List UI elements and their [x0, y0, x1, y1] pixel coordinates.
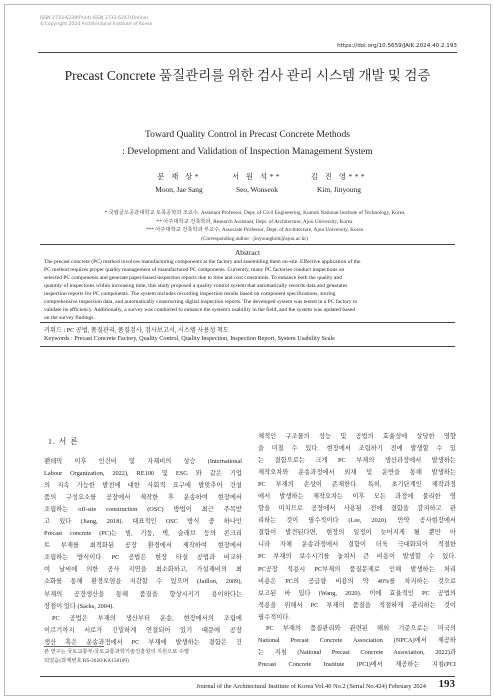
english-keywords: Keywords : Precast Concrete Factory, Quality Control, Quality Inspection, Inspection Report, System Usability Scale [44, 335, 335, 342]
page-number: 193 [438, 678, 455, 690]
author-korean-name: 문 재 상* [157, 172, 201, 181]
abstract-line: The precast concrete (PC) method involves manufacturing components at the factory and assembling them on-site. Effective application of the [44, 259, 361, 265]
body-line: PC 부재의 손상이 존재한다. 특히, 초기단계인 제작과정 [258, 481, 456, 489]
body-line: 리하는 것이 필수적이다 (Lee, 2020). 만약 공사현장에서 [258, 517, 456, 525]
body-line: 제작오차와 운송과정에서 외재 및 운반을 통해 발생하는 [258, 469, 456, 477]
section-heading-introduction: 1. 서 론 [48, 437, 79, 446]
body-line: National Precast Concrete Association (NPCA)에서 제공하 [258, 637, 456, 645]
body-line: 고 있다 (Jiang, 2018). 대표적인 OSC 방식 중 하나인 [44, 518, 242, 526]
body-line: PC 부재의 품질관리와 관련된 해외 기준으로는 미국의 [266, 625, 456, 632]
korean-title: Precast Concrete 품질관리를 위한 검사 관리 시스템 개발 및 검증 [64, 68, 431, 83]
body-line: 여 날씨에 의한 공사 지연을 최소화하고, 가설재비의 최 [44, 566, 242, 574]
body-line: 을 미칠 수 있다. 현장에서 조립하기 전에 발생할 수 있 [258, 445, 456, 453]
body-line: 조립하는 off-site construction (OSC) 방법이 최근 주목받 [44, 506, 242, 514]
affiliation-line: *** 아주대학교 건축학과 부교수, Associate Professor, Dept. of Architecture, Ajou University, Korea [145, 227, 364, 234]
author-english-name: Moon, Jae Sang [155, 185, 203, 194]
abstract-top-rule [40, 244, 455, 245]
body-line: PC 부재의 보수시기를 놓쳐서 큰 비용이 발생할 수 있다. [258, 553, 456, 561]
author-list [0, 170, 495, 198]
body-line: 이르기까지 서로가 긴밀하게 연결되어 있기 때문에 공장 [44, 626, 242, 634]
body-line: 트 부재를 최적화된 공장 환경에서 제작하여 현장에서 [44, 542, 242, 550]
body-line: Labour Organization, 2022), RE100 및 ESG 와 같은 기업 [44, 470, 242, 478]
keywords-bottom-rule [40, 346, 455, 347]
abstract-heading: Abstract [234, 248, 261, 257]
body-line: 비용은 PC의 공급량 비용의 약 40%를 차지하는 것으로 [258, 577, 456, 585]
body-line: 는 지침 (National Precast Concrete Association, 2022)과 [258, 649, 456, 657]
body-line: 생산 혹은 운송과정에서 PC 부재에 발생하는 결함은 건 [44, 638, 242, 646]
body-line: 적용을 위해서 PC 부재의 품질을 적절하게 관리하는 것이 [258, 601, 456, 609]
abstract-body [44, 259, 451, 323]
body-line: 장점이 있다 (Sacks, 2004). [44, 602, 114, 610]
body-line: 품의 구성요소를 공장에서 제작한 후 운송하여 현장에서 [44, 494, 242, 502]
abstract-line: quantity of inspections within increasing time, this study proposed a quality control system that automatically records data and generates [44, 282, 348, 289]
body-line: 의 지속 가능한 발전에 대한 사회적 요구에 발맞추어 건설 [44, 482, 242, 490]
body-right-column [258, 431, 456, 624]
body-line: 에서 발생하는 제작오차는 이후 모든 과정에 불리한 영 [258, 493, 456, 501]
body-left-column [44, 456, 242, 649]
affiliation-line: ** 아주대학교 건축학과, Research Assistant, Dept. of Architecture, Ajou University, Korea [156, 218, 353, 225]
body-right-column-paragraph-2 [258, 623, 456, 671]
funding-footnote [44, 648, 244, 665]
author-english-name: Kim, Jinyoung [317, 185, 361, 194]
body-line: 체적인 구조물의 성능 및 공법의 효율성에 상당한 영향 [258, 433, 456, 440]
corresponding-author: (Corresponding author : jinyoungkim@ajou.ac.kr) [201, 235, 308, 242]
body-line: 소화를 통해 환경오염을 저감할 수 있으며 (Jaillon, 2009), [44, 578, 242, 586]
body-line: 조립하는 방식이다. PC 공법은 현장 타설 공법과 비교하 [44, 554, 242, 562]
english-title-line-1: Toward Quality Control in Precast Concrete Methods [144, 129, 351, 140]
issn-copyright [40, 16, 152, 28]
body-line: 보고된 바 있다 (Wang, 2020). 이에 효율적인 PC 공법의 [258, 589, 456, 597]
affiliations [44, 209, 465, 243]
body-line: 향을 미치므로 공장에서 사용된 전에 결함을 감지하고 관 [258, 505, 456, 513]
body-line: 는 결함으로는 크게 PC 부재의 생산과정에서 발생하는 [258, 457, 456, 465]
footnote-line: 되었음(과제번호 RS-2020-KA158109) [44, 657, 129, 664]
body-line: 니라 자체 운송과정에서 결함이 더욱 극대화되어 적절한 [258, 541, 456, 549]
journal-citation: Journal of the Architectural Institute of Korea Vol.40 No.2 (Serial No.424) February 2024 [196, 683, 426, 690]
abstract-line: inspection reports for PC components. The system includes recording inspection results based on component specifications, storing [44, 290, 336, 297]
footnote-line: 본 연구는 국토교통부/국토교통과학기술진흥원의 지원으로 수행 [44, 649, 189, 655]
abstract-line: on the survey findings. [44, 314, 95, 321]
body-line: 부재의 공장생산을 통해 품질을 향상시키기 용이하다는 [44, 590, 242, 598]
abstract-line: comprehensive inspection data, and automatically constructing digital inspection reports. The developed system was tested in a PC factory to [44, 298, 358, 305]
body-line: 팬데믹 이후 인건비 및 자재비의 상승 (International [44, 458, 242, 465]
body-line: 결함이 발견된다면, 현장의 일정이 늦어지게 될 뿐만 아 [258, 529, 456, 537]
footnote-rule [44, 646, 104, 647]
body-line: 필수적이다. [258, 613, 290, 621]
issn-line: ISSN 2733-6239(Print) ISSN 2733-6247(Online) [40, 16, 149, 21]
abstract-line: PC method requires proper quality management of manufactured PC components. Currently, many PC factories conduct inspections on [44, 266, 345, 273]
copyright-line: ©Copyright 2024 Architectural Institute of Korea [40, 22, 153, 27]
english-title [0, 127, 495, 160]
author-english-name: Seo, Wonseok [236, 185, 278, 194]
body-line: PC 공법은 부재의 생산부터 운송, 현장에서의 조립에 [52, 614, 242, 622]
author-korean-name: 김 진 영*** [310, 172, 368, 181]
doi-link[interactable]: https://doi.org/10.5659/JAIK.2024.40.2.193 [337, 43, 457, 49]
author-korean-name: 서 원 석** [231, 172, 282, 181]
doi-header [38, 43, 457, 53]
english-title-line-2: : Development and Validation of Inspection Management System [122, 145, 373, 157]
footer-rule [40, 676, 455, 677]
keywords-top-rule [40, 322, 455, 323]
korean-keywords: 키워드 : PC 공법, 품질관리, 품질검사, 검사보고서, 시스템 사용성 척도 [44, 327, 229, 334]
body-line: Precast Concrete Institute (PCI)에서 제공하는 지침(PCI [258, 661, 456, 669]
author-3 [279, 170, 399, 196]
body-line: PC공장 적용시 PC부재의 품질문제로 인해 발생하는 처리 [258, 565, 456, 573]
body-line: Precast concrete (PC)는 빔, 기둥, 벽, 슬래브 등의 콘크리 [44, 530, 242, 538]
abstract-line: validate its efficiency. Additionally, a survey was conducted to enhance the system's usability in the field, and the system was updated based [44, 306, 356, 313]
abstract-line: selected PC components and generate paper-based inspection reports due to time and cost constraints. To enhance both the quality and [44, 274, 342, 281]
affiliation-line: * 국립금오공과대학교 토목공학과 조교수, Assistant Professor, Dept. of Civil Engineering, Kumoh National Institute of Technology, Korea [104, 210, 405, 216]
